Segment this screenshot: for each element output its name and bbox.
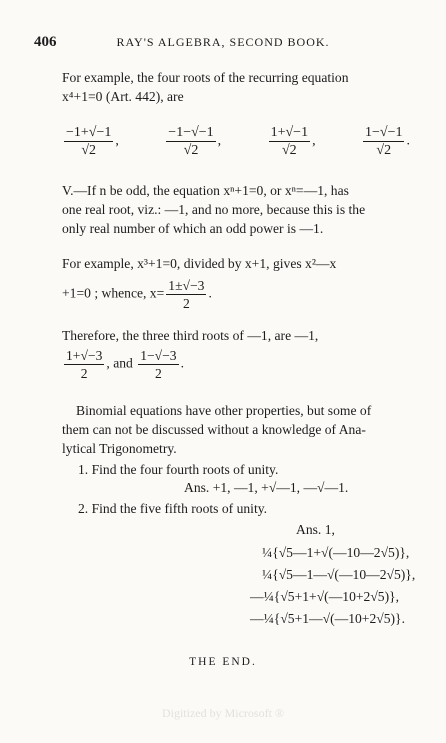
paragraph-cubic-example <box>62 254 410 312</box>
exercise-1-answer: Ans. +1, —1, +√—1, —√—1. <box>184 480 349 495</box>
exercise-2-question: 2. Find the five fifth roots of unity. <box>78 501 268 516</box>
paragraph-third-roots <box>62 326 410 382</box>
paragraph-example-four-roots <box>62 68 410 106</box>
paragraph-line: V.—If n be odd, the equation xⁿ+1=0, or xⁿ=—1, has <box>62 183 349 198</box>
paragraph-line: For example, x³+1=0, divided by x+1, gives x²—x <box>62 256 337 271</box>
paragraph-line: lytical Trigonometry. <box>62 441 177 456</box>
section-v-paragraph <box>62 181 410 238</box>
exercise-2-answer-line: —¼{√5+1—√(—10+2√5)}. <box>250 611 405 626</box>
paragraph-binomial <box>62 401 410 458</box>
exercise-2-answer-line: ¼{√5—1+√(—10—2√5)}, <box>262 545 410 560</box>
paragraph-line: one real root, viz.: —1, and no more, because this is the <box>62 202 366 217</box>
root-fraction: $\frac{-1-√-1}{√2}$ , <box>168 124 222 158</box>
the-end-label: THE END. <box>189 656 257 668</box>
root-fraction: $\frac{1+√-1}{√2}$ , <box>270 124 316 158</box>
paragraph-line: For example, the four roots of the recurring equation <box>62 70 349 85</box>
paragraph-line: $\frac{1+√-3}{2}$ , and $\frac{1-√-3}{2}$ . <box>66 348 185 381</box>
exercise-2-answer-label: Ans. 1, <box>296 522 335 537</box>
exercise-1-question: 1. Find the four fourth roots of unity. <box>78 462 279 477</box>
paragraph-line: +1=0 ; whence, x= $\frac{1\pm√-3}{2}$ . <box>62 278 212 311</box>
page-header <box>34 34 412 52</box>
paragraph-line: them can not be discussed without a knowledge of Ana- <box>62 422 366 437</box>
exercise-2-answer-line: ¼{√5—1—√(—10—2√5)}, <box>262 567 416 582</box>
paragraph-line: only real number of which an odd power is —1. <box>62 221 324 236</box>
four-roots-row <box>62 119 410 163</box>
paragraph-line: Therefore, the three third roots of —1, are —1, <box>62 328 319 343</box>
exercise-2-answer-line: —¼{√5+1+√(—10+2√5)}, <box>250 589 400 604</box>
digitization-watermark: Digitized by Microsoft ® <box>161 706 285 720</box>
root-fraction: $\frac{-1+√-1}{√2}$ , <box>66 124 119 158</box>
paragraph-line: x⁴+1=0 (Art. 442), are <box>62 89 184 104</box>
page-number: 406 <box>34 34 57 50</box>
root-fraction: $\frac{1-√-1}{√2}$ . <box>365 124 410 158</box>
running-head: RAY'S ALGEBRA, SECOND BOOK. <box>116 35 330 49</box>
paragraph-line: Binomial equations have other properties, but some of <box>76 403 372 418</box>
